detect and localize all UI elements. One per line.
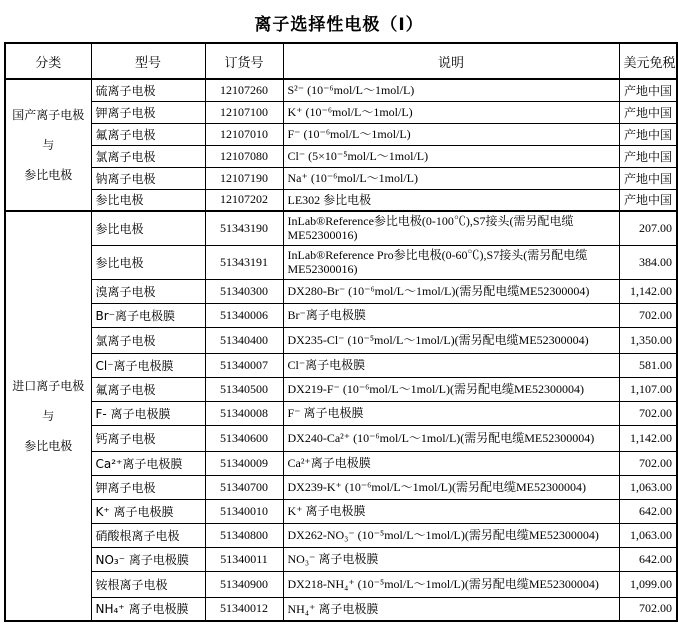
order-number-cell: 12107190 (205, 167, 283, 189)
model-cell: Br⁻离子电极膜 (91, 303, 205, 327)
table-row (5, 123, 677, 145)
description-cell: DX239-K⁺ (10⁻⁶mol/L～1mol/L)(需另配电缆ME52300004) (283, 475, 619, 499)
description-cell: LE302 参比电极 (283, 189, 619, 211)
model-cell: Ca²⁺离子电极膜 (91, 451, 205, 475)
model-cell: NH₄⁺ 离子电极膜 (91, 597, 205, 621)
model-cell: 参比电极 (91, 245, 205, 279)
price-cell: 产地中国 (619, 189, 677, 211)
description-cell: Ca²⁺离子电极膜 (283, 451, 619, 475)
description-cell: NO₃⁻ 离子电极膜 (283, 547, 619, 571)
table-row (5, 145, 677, 167)
page-title: 离子选择性电极（Ⅰ） (254, 15, 424, 35)
price-cell: 1,350.00 (619, 327, 677, 353)
price-cell: 产地中国 (619, 145, 677, 167)
model-cell: 氯离子电极 (91, 145, 205, 167)
category-label: 参比电极 (24, 439, 73, 453)
order-number-cell: 51340011 (205, 547, 283, 571)
category-label: 参比电极 (24, 168, 73, 182)
table-row (5, 451, 677, 475)
description-cell: Br⁻离子电极膜 (283, 303, 619, 327)
order-number-cell: 12107260 (205, 79, 283, 101)
category-label: 进口离子电极 (12, 379, 85, 393)
price-cell: 384.00 (619, 245, 677, 279)
description-cell: K⁺ (10⁻⁶mol/L～1mol/L) (283, 101, 619, 123)
order-number-cell: 51340006 (205, 303, 283, 327)
category-label: 与 (42, 409, 55, 423)
table-row (5, 279, 677, 303)
order-number-cell: 51340012 (205, 597, 283, 621)
header-description: 说明 (283, 43, 619, 79)
order-number-cell: 12107010 (205, 123, 283, 145)
description-cell: F⁻ 离子电极膜 (283, 401, 619, 425)
model-cell: 钾离子电极 (91, 101, 205, 123)
model-cell: Cl⁻离子电极膜 (91, 353, 205, 377)
price-cell: 642.00 (619, 547, 677, 571)
description-cell: DX280-Br⁻ (10⁻⁶mol/L～1mol/L)(需另配电缆ME52300004) (283, 279, 619, 303)
model-cell: K⁺ 离子电极膜 (91, 499, 205, 523)
price-cell: 产地中国 (619, 123, 677, 145)
model-cell: 钠离子电极 (91, 167, 205, 189)
order-number-cell: 51340010 (205, 499, 283, 523)
model-cell: 硝酸根离子电极 (91, 523, 205, 547)
price-cell: 581.00 (619, 353, 677, 377)
model-cell: 氟离子电极 (91, 123, 205, 145)
order-number-cell: 51343190 (205, 211, 283, 245)
model-cell: 氟离子电极 (91, 377, 205, 401)
price-cell: 产地中国 (619, 167, 677, 189)
description-cell: DX240-Ca²⁺ (10⁻⁶mol/L～1mol/L)(需另配电缆ME52300004) (283, 425, 619, 451)
header-price: 美元免税 (619, 43, 677, 79)
price-cell: 1,142.00 (619, 279, 677, 303)
category-cell (5, 79, 91, 211)
table-row (5, 401, 677, 425)
model-cell: 钾离子电极 (91, 475, 205, 499)
table-row (5, 523, 677, 547)
price-cell: 1,063.00 (619, 475, 677, 499)
description-cell: S²⁻ (10⁻⁶mol/L～1mol/L) (283, 79, 619, 101)
table-row (5, 211, 677, 245)
category-cell (5, 211, 91, 621)
table-row (5, 303, 677, 327)
description-cell: DX219-F⁻ (10⁻⁶mol/L～1mol/L)(需另配电缆ME52300004) (283, 377, 619, 401)
table-row (5, 189, 677, 211)
header-model: 型号 (91, 43, 205, 79)
order-number-cell: 51340009 (205, 451, 283, 475)
model-cell: 氯离子电极 (91, 327, 205, 353)
order-number-cell: 51340900 (205, 571, 283, 597)
order-number-cell: 51340500 (205, 377, 283, 401)
order-number-cell: 51340600 (205, 425, 283, 451)
model-cell: F- 离子电极膜 (91, 401, 205, 425)
table-row (5, 167, 677, 189)
table-body (5, 79, 677, 621)
model-cell: 参比电极 (91, 211, 205, 245)
price-cell: 产地中国 (619, 101, 677, 123)
description-cell: DX235-Cl⁻ (10⁻⁵mol/L～1mol/L)(需另配电缆ME52300004) (283, 327, 619, 353)
description-cell: InLab®Reference Pro参比电极(0-60℃),S7接头(需另配电缆ME52300016) (283, 245, 619, 279)
table-row (5, 547, 677, 571)
price-cell: 1,063.00 (619, 523, 677, 547)
price-table (4, 42, 678, 622)
model-cell: 钙离子电极 (91, 425, 205, 451)
table-row (5, 425, 677, 451)
price-cell: 702.00 (619, 451, 677, 475)
table-row (5, 475, 677, 499)
model-cell: 参比电极 (91, 189, 205, 211)
price-cell: 702.00 (619, 303, 677, 327)
description-cell: Na⁺ (10⁻⁶mol/L～1mol/L) (283, 167, 619, 189)
table-row (5, 597, 677, 621)
order-number-cell: 51340300 (205, 279, 283, 303)
description-cell: DX262-NO₃⁻ (10⁻⁵mol/L～1mol/L)(需另配电缆ME52300004) (283, 523, 619, 547)
table-row (5, 377, 677, 401)
model-cell: 溴离子电极 (91, 279, 205, 303)
order-number-cell: 51340700 (205, 475, 283, 499)
price-cell: 207.00 (619, 211, 677, 245)
order-number-cell: 51340008 (205, 401, 283, 425)
table-row (5, 327, 677, 353)
price-cell: 1,142.00 (619, 425, 677, 451)
description-cell: DX218-NH₄⁺ (10⁻⁵mol/L～1mol/L)(需另配电缆ME52300004) (283, 571, 619, 597)
order-number-cell: 51340400 (205, 327, 283, 353)
model-cell: NO₃⁻ 离子电极膜 (91, 547, 205, 571)
price-cell: 642.00 (619, 499, 677, 523)
description-cell: InLab®Reference参比电极(0-100℃),S7接头(需另配电缆ME52300016) (283, 211, 619, 245)
order-number-cell: 12107202 (205, 189, 283, 211)
price-cell: 1,107.00 (619, 377, 677, 401)
header-order-number: 订货号 (205, 43, 283, 79)
header-category: 分类 (5, 43, 91, 79)
order-number-cell: 51340800 (205, 523, 283, 547)
description-cell: NH₄⁺ 离子电极膜 (283, 597, 619, 621)
category-label: 国产离子电极 (12, 108, 85, 122)
price-cell: 702.00 (619, 401, 677, 425)
table-row (5, 245, 677, 279)
description-cell: K⁺ 离子电极膜 (283, 499, 619, 523)
model-cell: 铵根离子电极 (91, 571, 205, 597)
table-row (5, 101, 677, 123)
description-cell: Cl⁻离子电极膜 (283, 353, 619, 377)
header-row (5, 43, 677, 79)
order-number-cell: 51340007 (205, 353, 283, 377)
price-cell: 1,099.00 (619, 571, 677, 597)
order-number-cell: 51343191 (205, 245, 283, 279)
table-row (5, 499, 677, 523)
description-cell: F⁻ (10⁻⁶mol/L～1mol/L) (283, 123, 619, 145)
order-number-cell: 12107080 (205, 145, 283, 167)
table-row (5, 353, 677, 377)
table-row (5, 79, 677, 101)
model-cell: 硫离子电极 (91, 79, 205, 101)
description-cell: Cl⁻ (5×10⁻⁵mol/L～1mol/L) (283, 145, 619, 167)
category-label: 与 (42, 138, 55, 152)
order-number-cell: 12107100 (205, 101, 283, 123)
table-row (5, 571, 677, 597)
price-cell: 702.00 (619, 597, 677, 621)
price-cell: 产地中国 (619, 79, 677, 101)
